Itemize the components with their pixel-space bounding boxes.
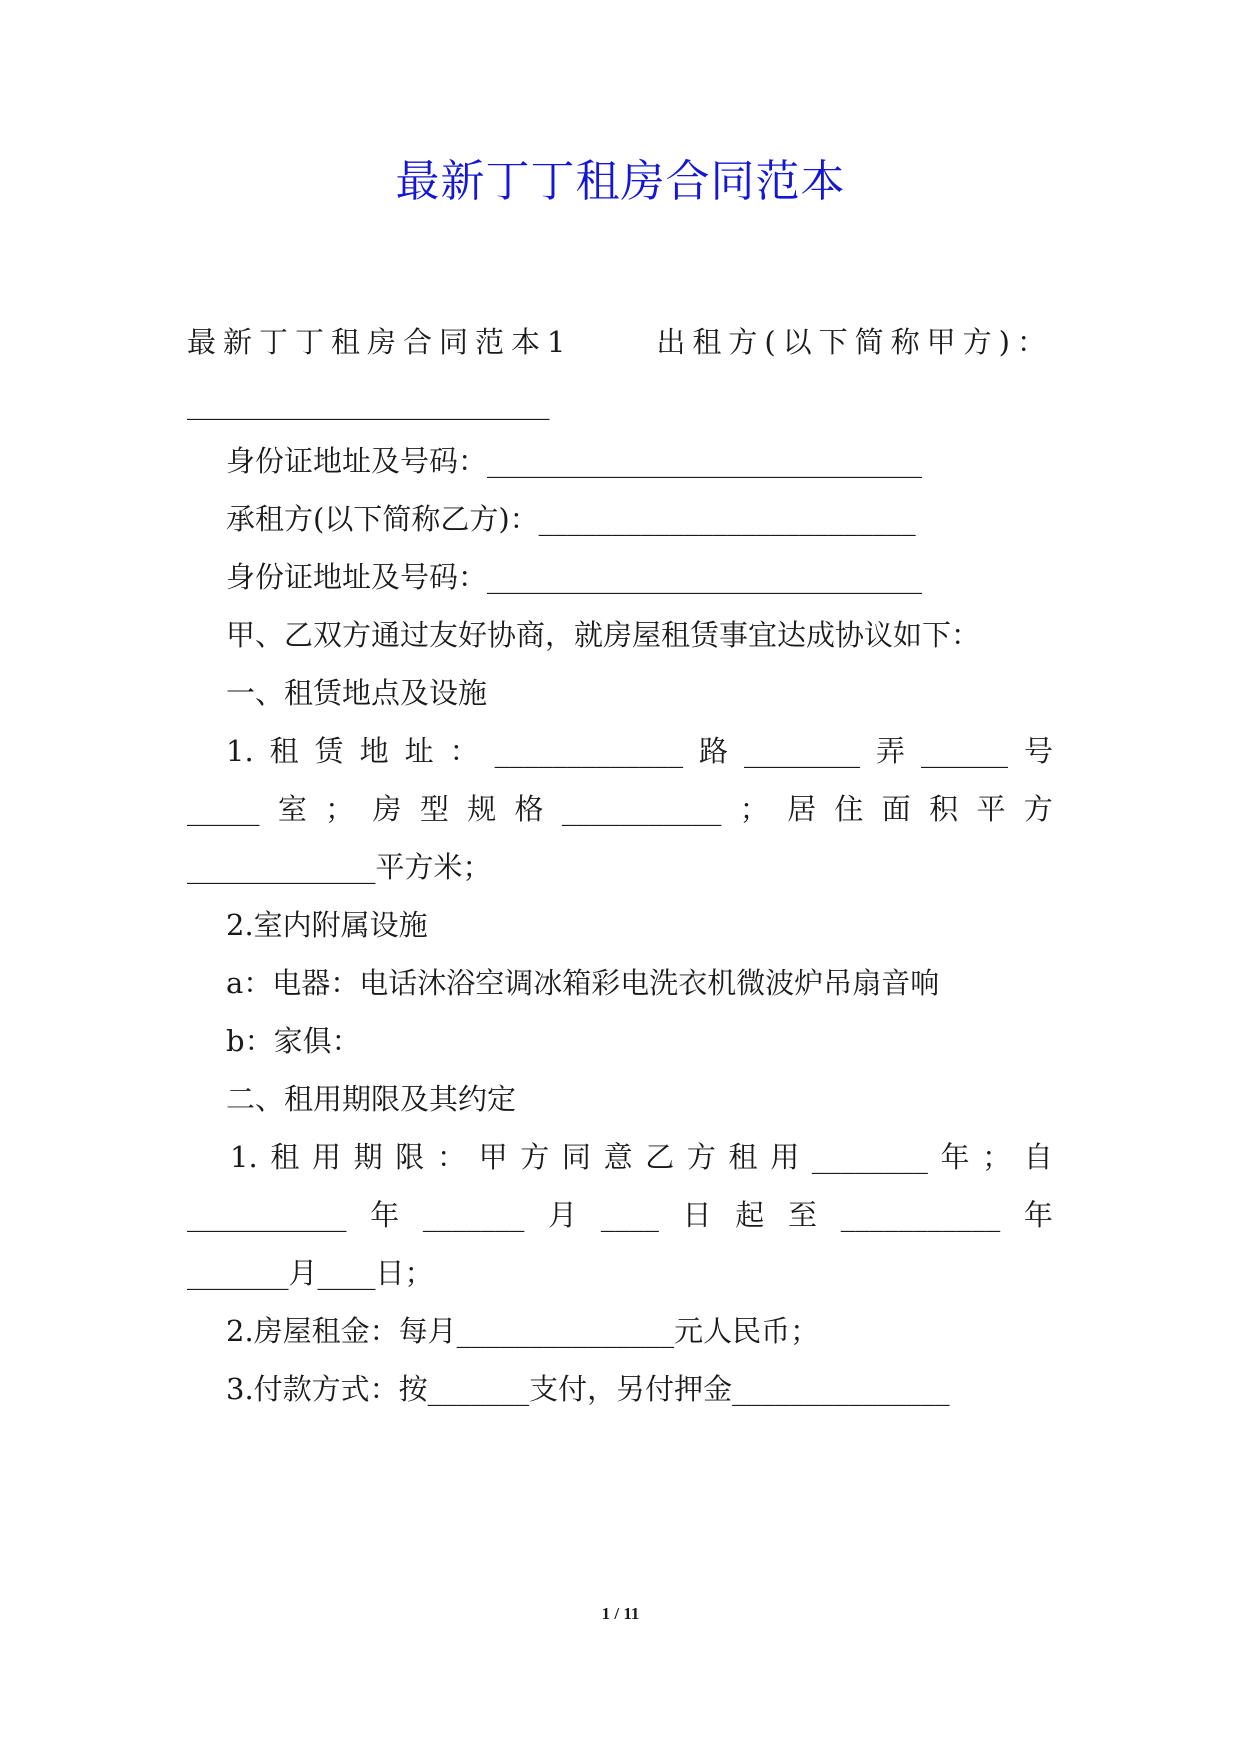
rental-address-line [226,731,1053,771]
word: 方 [520,1140,550,1174]
lease-term-line [230,1137,1053,1177]
room-spec-line [187,789,1053,829]
word: 格 [514,792,544,826]
word: ： [436,1140,466,1174]
contract-heading-inline: 最新丁丁租房合同范本1 [187,325,573,359]
blank: ___________ [561,792,722,826]
word: ； [739,792,769,826]
word: 型 [419,792,449,826]
word: 用 [770,1140,800,1174]
blank: ____ [600,1198,659,1232]
section-heading-1: 一、租赁地点及设施 [226,676,488,710]
furniture-line: b：家俱： [226,1024,361,1058]
page-number: 1 / 11 [601,1604,640,1623]
document-title: 最新丁丁租房合同范本 [395,156,846,207]
word: 号 [1023,734,1053,768]
word: ； [982,1140,1012,1174]
word: 自 [1023,1140,1053,1174]
appliances-line: a：电器：电话沐浴空调冰箱彩电洗衣机微波炉吊扇音响 [226,966,940,1000]
payment-method-line: 3.付款方式：按_______支付，另付押金_______________ [226,1372,950,1406]
lessor-id-line: 身份证地址及号码：______________________________ [226,444,923,478]
word: 租 [269,734,299,768]
word: 积 [929,792,959,826]
word: 室 [277,792,307,826]
blank: ___________ [840,1198,1001,1232]
lease-dates-line [187,1195,1053,1235]
lessor-label: 出租方(以下简称甲方)： [656,325,1053,359]
word: 1. [226,734,254,768]
blank: ________ [811,1140,928,1174]
word: 房 [372,792,402,826]
agreement-intro: 甲、乙双方通过友好协商，就房屋租赁事宜达成协议如下： [226,618,981,652]
word: 年 [940,1140,970,1174]
word: 面 [881,792,911,826]
word: 限 [395,1140,425,1174]
rent-line: 2.房屋租金：每月_______________元人民币； [226,1314,820,1348]
word: 甲 [478,1140,508,1174]
word: 址 [404,734,434,768]
word: 赁 [314,734,344,768]
word: ； [325,792,355,826]
area-line: _____________平方米； [187,850,492,884]
word: 租 [728,1140,758,1174]
word: 路 [699,734,729,768]
blank: _____________ [494,734,684,768]
facilities-heading: 2.室内附属设施 [226,908,428,942]
word: 住 [834,792,864,826]
word: 同 [561,1140,591,1174]
blank: _____ [187,792,260,826]
word: ： [449,734,479,768]
word: 地 [359,734,389,768]
blank: ______ [920,734,1008,768]
word: 1. [230,1140,258,1174]
lease-end-line: _______月____日； [187,1256,434,1290]
word: 平 [976,792,1006,826]
lessee-id-line: 身份证地址及号码：______________________________ [226,560,923,594]
word: 期 [353,1140,383,1174]
word: 租 [270,1140,300,1174]
blank: ________ [744,734,861,768]
word: 年 [370,1198,400,1232]
word: 用 [311,1140,341,1174]
word: 至 [787,1198,817,1232]
word: 年 [1023,1198,1053,1232]
word: 规 [467,792,497,826]
lessor-name-blank: _________________________ [187,386,550,420]
lessee-line: 承租方(以下简称乙方)：__________________________ [226,502,916,536]
blank: _______ [422,1198,525,1232]
word: 乙 [645,1140,675,1174]
section-heading-2: 二、租用期限及其约定 [226,1082,517,1116]
word: 方 [1023,792,1053,826]
word: 日 [682,1198,712,1232]
blank: ___________ [187,1198,347,1232]
word: 方 [686,1140,716,1174]
contract-intro-line [187,322,1053,362]
word: 意 [603,1140,633,1174]
word: 起 [735,1198,765,1232]
word: 居 [787,792,817,826]
word: 弄 [875,734,905,768]
word: 月 [548,1198,578,1232]
